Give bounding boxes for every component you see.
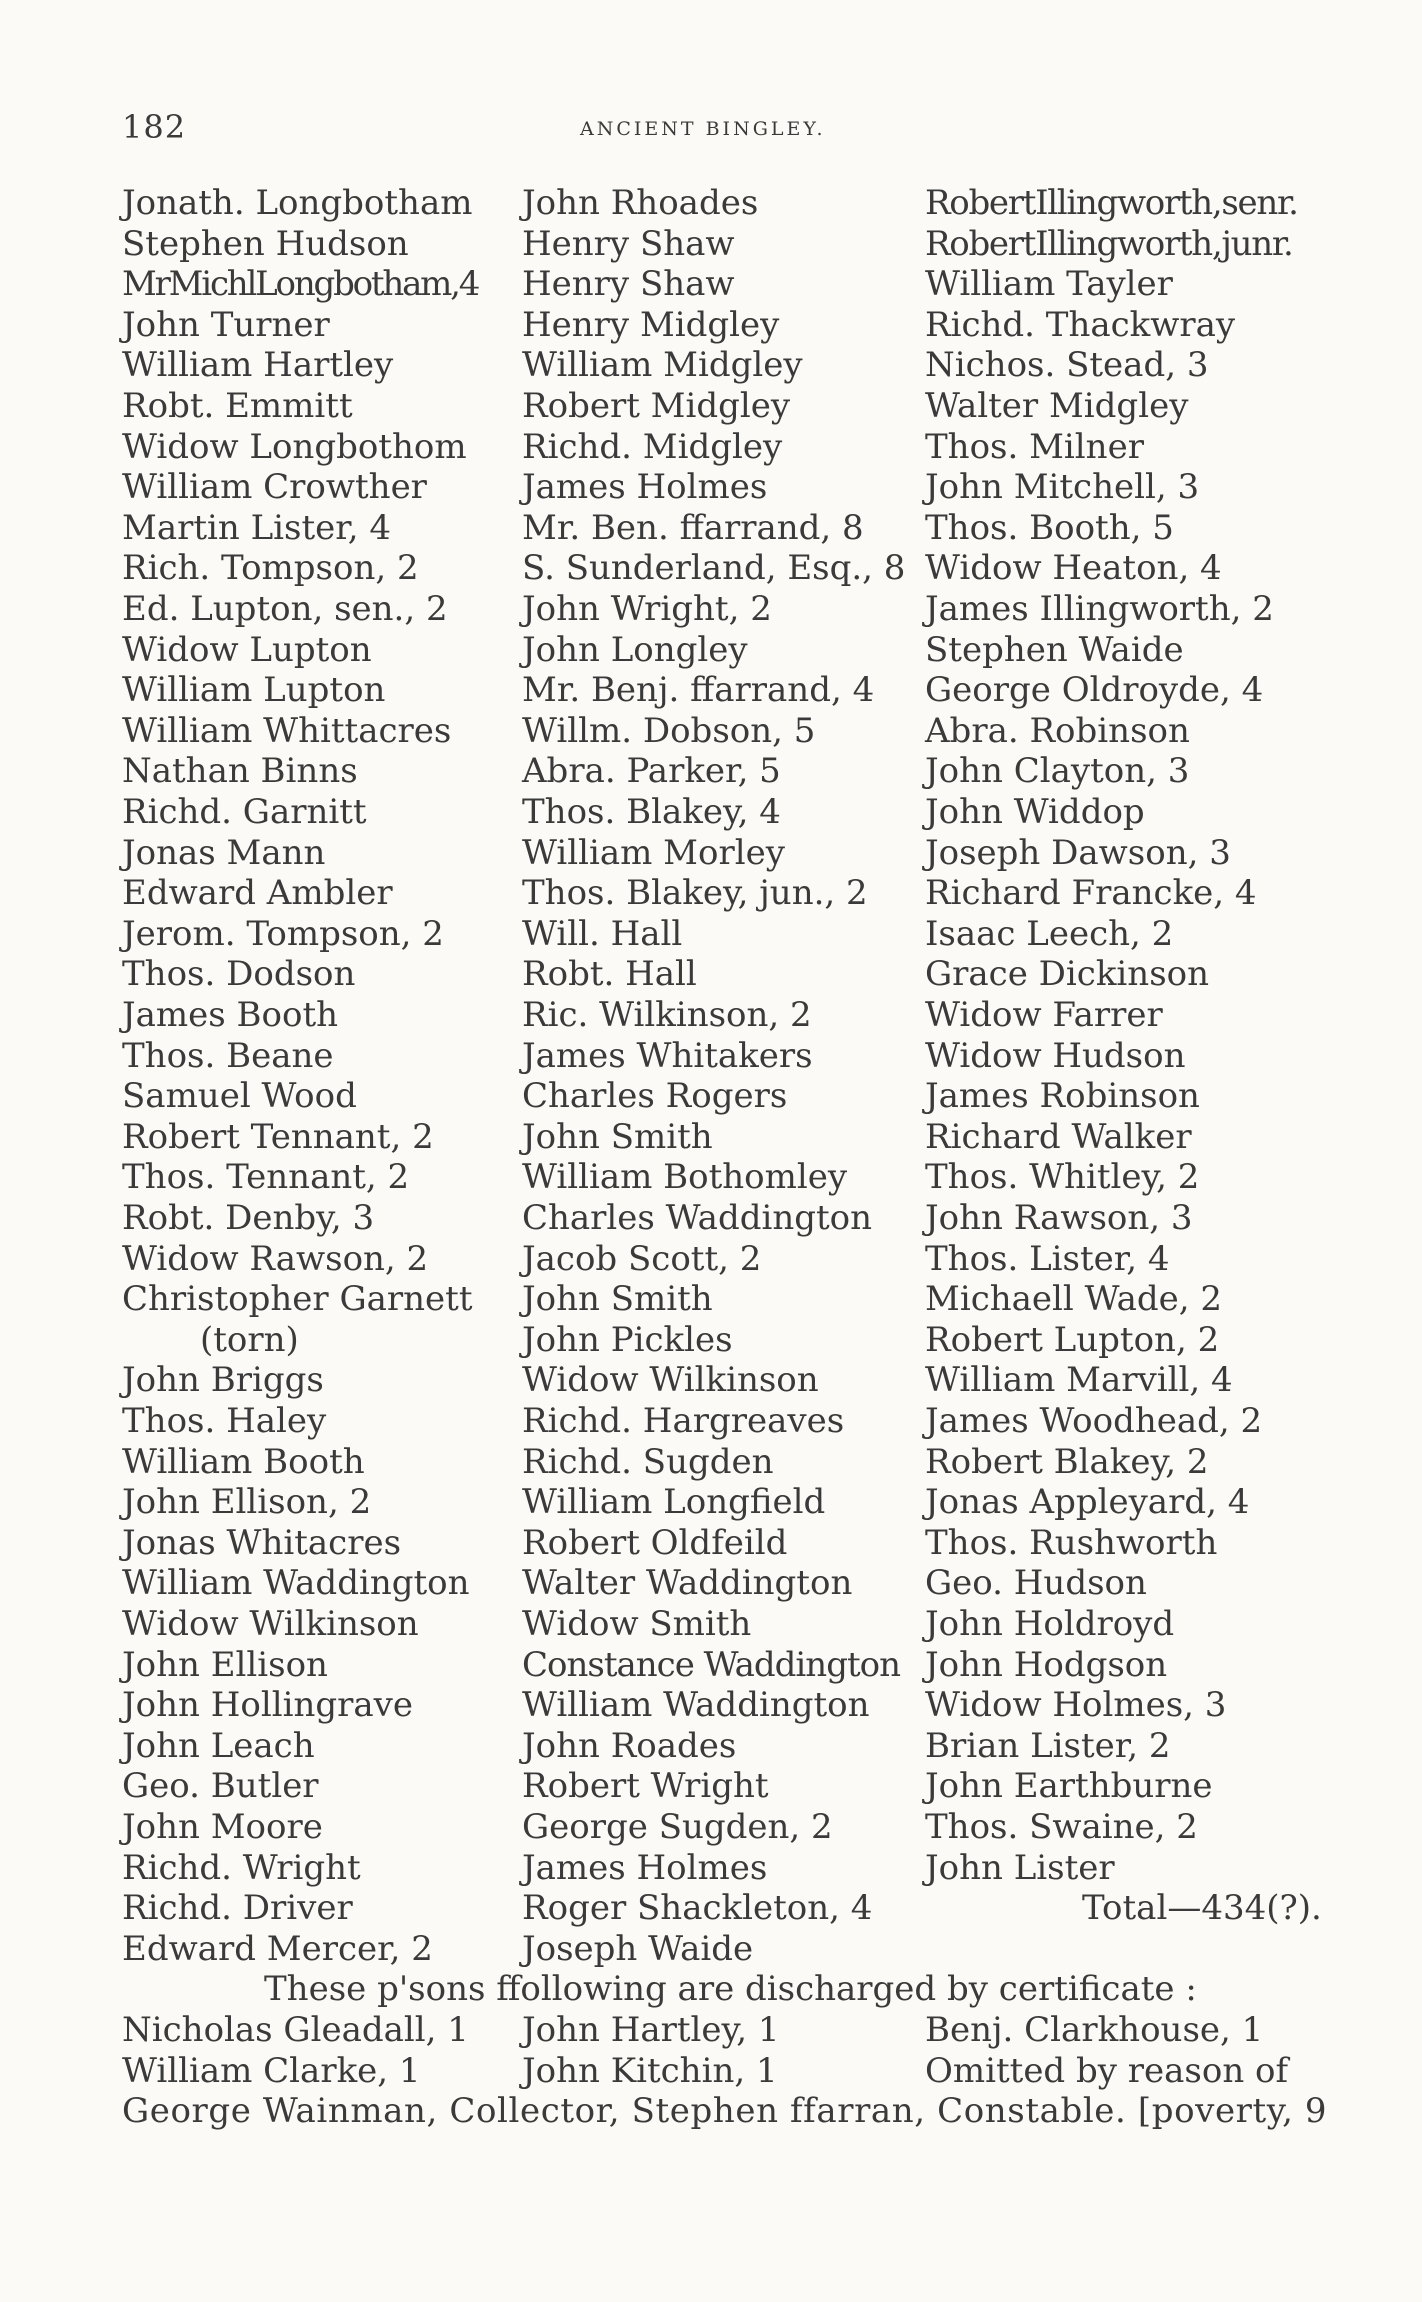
name-entry: William Marvill, 4 — [925, 1360, 1233, 1401]
name-entry: Robert Wright — [522, 1766, 769, 1807]
name-row — [0, 833, 1422, 873]
name-entry: Walter Midgley — [925, 386, 1189, 426]
name-entry: Richard Francke, 4 — [925, 873, 1257, 914]
name-entry: Robt. Denby, 3 — [122, 1198, 375, 1238]
name-entry: Christopher Garnett — [122, 1279, 473, 1320]
name-entry: Widow Wilkinson — [522, 1360, 819, 1401]
name-entry: Stephen Waide — [925, 629, 1184, 670]
page-number: 182 — [122, 108, 187, 146]
name-entry: Edward Mercer, 2 — [122, 1928, 433, 1969]
name-entry: John Roades — [522, 1725, 737, 1766]
name-entry: Martin Lister, 4 — [122, 507, 392, 548]
name-entry: Henry Midgley — [522, 304, 780, 345]
name-row — [0, 1888, 1422, 1928]
name-row — [0, 305, 1422, 345]
name-entry: John Longley — [522, 629, 748, 670]
name-row — [0, 589, 1422, 629]
name-entry: John Earthburne — [925, 1766, 1213, 1807]
total-entry: Total—434(?). — [1082, 1888, 1322, 1929]
name-entry: Brian Lister, 2 — [925, 1725, 1171, 1766]
name-entry: Mr. Benj. ffarrand, 4 — [522, 670, 875, 711]
name-entry: MrMichlLongbotham,4 — [122, 264, 479, 305]
name-entry: RobertIllingworth,junr. — [925, 223, 1293, 264]
name-row — [0, 1198, 1422, 1238]
discharged-row — [0, 2051, 1422, 2091]
name-row — [0, 183, 1422, 223]
name-entry: Richd. Thackwray — [925, 304, 1236, 345]
name-entry: Ed. Lupton, sen., 2 — [122, 589, 448, 629]
name-entry: William Lupton — [122, 670, 386, 711]
name-entry: (torn) — [200, 1319, 299, 1360]
name-entry: John Lister — [925, 1847, 1115, 1888]
name-entry: William Tayler — [925, 264, 1173, 305]
discharged-entry: John Hartley, 1 — [522, 2010, 780, 2050]
name-entry: Jonas Mann — [122, 832, 326, 873]
discharged-entry: Benj. Clarkhouse, 1 — [925, 2010, 1264, 2050]
name-entry: James Booth — [122, 995, 339, 1035]
name-entry: Thos. Booth, 5 — [925, 507, 1174, 548]
name-row — [0, 427, 1422, 467]
name-entry: Nichos. Stead, 3 — [925, 345, 1209, 386]
name-entry: Jacob Scott, 2 — [522, 1238, 762, 1279]
name-entry: John Mitchell, 3 — [925, 467, 1200, 508]
name-entry: Widow Farrer — [925, 995, 1163, 1035]
name-entry: Ric. Wilkinson, 2 — [522, 995, 812, 1035]
name-entry: Thos. Dodson — [122, 954, 356, 995]
name-row — [0, 873, 1422, 913]
name-entry: John Clayton, 3 — [925, 751, 1190, 792]
name-row — [0, 1523, 1422, 1563]
name-entry: William Midgley — [522, 345, 803, 386]
name-entry: Stephen Hudson — [122, 223, 409, 264]
name-entry: Samuel Wood — [122, 1076, 357, 1117]
name-entry: Widow Holmes, 3 — [925, 1685, 1227, 1726]
name-entry: Charles Waddington — [522, 1198, 873, 1238]
name-row — [0, 1401, 1422, 1441]
name-row — [0, 1117, 1422, 1157]
name-row — [0, 751, 1422, 791]
name-entry: John Hodgson — [925, 1644, 1168, 1685]
name-entry: Richd. Sugden — [522, 1441, 774, 1482]
name-entry: John Moore — [122, 1807, 323, 1847]
name-entry: John Hollingrave — [122, 1685, 413, 1726]
name-entry: Robert Tennant, 2 — [122, 1116, 434, 1157]
name-entry: William Booth — [122, 1441, 365, 1482]
name-row — [0, 224, 1422, 264]
discharged-heading-row — [0, 1969, 1422, 2009]
name-entry: John Smith — [522, 1116, 713, 1157]
name-entry: John Turner — [122, 304, 330, 345]
name-entry: John Widdop — [925, 792, 1145, 832]
name-row — [0, 548, 1422, 588]
name-entry: Widow Smith — [522, 1604, 752, 1644]
name-row — [0, 1929, 1422, 1969]
name-entry: Thos. Lister, 4 — [925, 1238, 1170, 1279]
name-entry: Thos. Rushworth — [925, 1522, 1218, 1563]
discharged-heading: These p'sons ffollowing are discharged by certificate : — [264, 1969, 1197, 2010]
name-entry: William Bothomley — [522, 1157, 848, 1198]
name-entry: Constance Waddington — [522, 1644, 900, 1685]
name-entry: Richd. Driver — [122, 1888, 353, 1929]
name-row — [0, 1482, 1422, 1522]
name-entry: Will. Hall — [522, 913, 683, 954]
name-entry: Robert Oldfeild — [522, 1522, 788, 1563]
discharged-entry: Nicholas Gleadall, 1 — [122, 2010, 469, 2050]
name-entry: James Holmes — [522, 1847, 768, 1888]
name-row — [0, 1807, 1422, 1847]
name-entry: Jonas Whitacres — [122, 1522, 402, 1563]
name-row — [0, 345, 1422, 385]
name-entry: Edward Ambler — [122, 873, 393, 914]
name-entry: William Hartley — [122, 345, 394, 386]
name-entry: Grace Dickinson — [925, 954, 1210, 995]
name-entry: John Pickles — [522, 1319, 733, 1360]
name-entry: Thos. Blakey, jun., 2 — [522, 873, 868, 914]
name-entry: Jonath. Longbotham — [122, 183, 473, 223]
name-row — [0, 1036, 1422, 1076]
name-row — [0, 1726, 1422, 1766]
name-entry: Joseph Dawson, 3 — [925, 832, 1231, 873]
name-entry: John Ellison — [122, 1644, 328, 1685]
name-row — [0, 1766, 1422, 1806]
name-row — [0, 1848, 1422, 1888]
name-row — [0, 1320, 1422, 1360]
discharged-entry: John Kitchin, 1 — [522, 2050, 778, 2091]
name-entry: James Illingworth, 2 — [925, 589, 1274, 629]
running-title: ANCIENT BINGLEY. — [580, 118, 826, 140]
name-entry: John Ellison, 2 — [122, 1482, 372, 1523]
name-row — [0, 1239, 1422, 1279]
name-entry: Charles Rogers — [522, 1076, 788, 1117]
name-row — [0, 386, 1422, 426]
name-entry: Robert Midgley — [522, 386, 791, 426]
name-entry: Michaell Wade, 2 — [925, 1279, 1222, 1320]
name-entry: Robert Blakey, 2 — [925, 1441, 1209, 1482]
name-entry: William Waddington — [522, 1685, 870, 1726]
name-entry: Thos. Whitley, 2 — [925, 1157, 1200, 1198]
name-entry: Thos. Haley — [122, 1401, 327, 1441]
name-row — [0, 792, 1422, 832]
name-row — [0, 711, 1422, 751]
name-entry: John Wright, 2 — [522, 589, 772, 629]
discharged-row — [0, 2010, 1422, 2050]
name-entry: John Smith — [522, 1279, 713, 1320]
name-row — [0, 1442, 1422, 1482]
discharged-entry: Omitted by reason of — [925, 2050, 1289, 2091]
name-row — [0, 1604, 1422, 1644]
name-entry: Jerom. Tompson, 2 — [122, 913, 444, 954]
name-row — [0, 467, 1422, 507]
page-header — [0, 108, 1422, 148]
name-entry: Thos. Milner — [925, 426, 1144, 467]
name-row — [0, 995, 1422, 1035]
name-entry: William Morley — [522, 832, 785, 873]
name-entry: Thos. Tennant, 2 — [122, 1157, 410, 1198]
name-row — [0, 1360, 1422, 1400]
name-entry: Robt. Hall — [522, 954, 697, 995]
name-entry: Richd. Hargreaves — [522, 1401, 845, 1441]
name-entry: Abra. Robinson — [925, 710, 1190, 751]
name-entry: Joseph Waide — [522, 1928, 754, 1969]
name-row — [0, 630, 1422, 670]
name-entry: Isaac Leech, 2 — [925, 913, 1174, 954]
name-entry: Abra. Parker, 5 — [522, 751, 781, 792]
name-entry: RobertIllingworth,senr. — [925, 183, 1298, 223]
name-entry: Widow Lupton — [122, 629, 372, 670]
name-row — [0, 1076, 1422, 1116]
name-entry: William Whittacres — [122, 710, 452, 751]
name-row — [0, 954, 1422, 994]
name-entry: Nathan Binns — [122, 751, 358, 792]
name-entry: Richd. Garnitt — [122, 792, 367, 832]
name-row — [0, 1645, 1422, 1685]
name-entry: Rich. Tompson, 2 — [122, 548, 419, 589]
name-entry: Widow Heaton, 4 — [925, 548, 1222, 589]
name-entry: Thos. Beane — [122, 1035, 334, 1076]
name-row — [0, 1279, 1422, 1319]
name-entry: George Sugden, 2 — [522, 1807, 833, 1847]
name-entry: Geo. Butler — [122, 1766, 319, 1807]
name-entry: Richard Walker — [925, 1116, 1192, 1157]
name-entry: George Oldroyde, 4 — [925, 670, 1264, 711]
name-entry: John Briggs — [122, 1360, 324, 1401]
name-row — [0, 1563, 1422, 1603]
collector-constable-line: George Wainman, Collector, Stephen ffarran, Constable. [poverty, 9 — [122, 2091, 1328, 2132]
name-entry: Thos. Swaine, 2 — [925, 1807, 1198, 1847]
name-entry: Widow Rawson, 2 — [122, 1238, 429, 1279]
name-row — [0, 508, 1422, 548]
name-entry: Willm. Dobson, 5 — [522, 710, 816, 751]
name-entry: John Holdroyd — [925, 1604, 1175, 1644]
name-entry: James Holmes — [522, 467, 768, 508]
name-entry: Jonas Appleyard, 4 — [925, 1482, 1250, 1523]
name-entry: Richd. Wright — [122, 1847, 361, 1888]
name-entry: Mr. Ben. ffarrand, 8 — [522, 507, 864, 548]
discharged-entry: William Clarke, 1 — [122, 2050, 421, 2091]
name-entry: James Robinson — [925, 1076, 1200, 1117]
name-row — [0, 264, 1422, 304]
name-entry: Widow Wilkinson — [122, 1604, 419, 1644]
name-entry: Widow Hudson — [925, 1035, 1186, 1076]
name-row — [0, 1157, 1422, 1197]
name-entry: Robert Lupton, 2 — [925, 1319, 1220, 1360]
name-entry: Henry Shaw — [522, 264, 735, 305]
name-entry: James Woodhead, 2 — [925, 1401, 1263, 1441]
name-entry: Walter Waddington — [522, 1563, 853, 1604]
name-row — [0, 1685, 1422, 1725]
name-entry: Richd. Midgley — [522, 426, 783, 467]
name-entry: William Crowther — [122, 467, 427, 508]
name-row — [0, 914, 1422, 954]
name-row — [0, 670, 1422, 710]
name-entry: John Rawson, 3 — [925, 1198, 1193, 1238]
name-entry: William Longfield — [522, 1482, 826, 1523]
name-entry: Widow Longbothom — [122, 426, 467, 467]
name-entry: Thos. Blakey, 4 — [522, 792, 781, 832]
name-entry: John Rhoades — [522, 183, 759, 223]
name-entry: Robt. Emmitt — [122, 386, 353, 426]
name-entry: S. Sunderland, Esq., 8 — [522, 548, 906, 589]
name-entry: Henry Shaw — [522, 223, 735, 264]
name-entry: John Leach — [122, 1725, 315, 1766]
name-entry: Geo. Hudson — [925, 1563, 1147, 1604]
footer-row — [0, 2091, 1422, 2131]
name-entry: Roger Shackleton, 4 — [522, 1888, 873, 1929]
name-entry: James Whitakers — [522, 1035, 813, 1076]
name-entry: William Waddington — [122, 1563, 470, 1604]
